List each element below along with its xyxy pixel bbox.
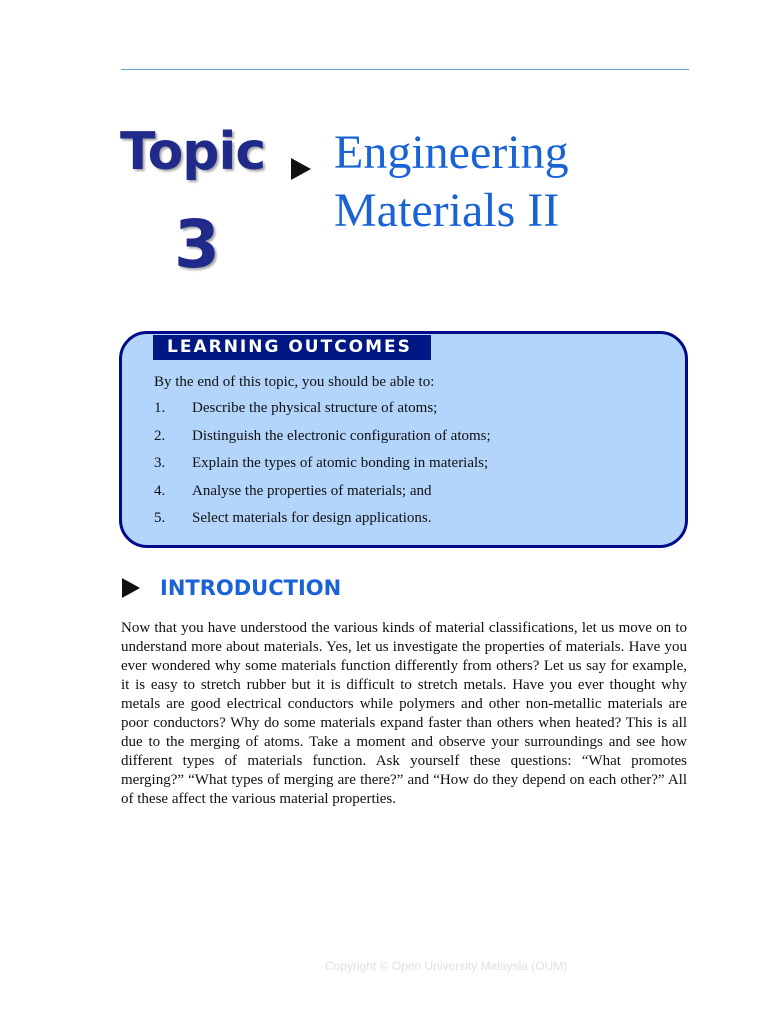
list-item-number: 3. [154, 455, 166, 471]
topic-title-line1: Engineering [334, 126, 569, 179]
triangle-right-icon [291, 158, 311, 180]
list-item-text: Describe the physical structure of atoms; [192, 400, 438, 416]
topic-title [334, 124, 674, 240]
list-item-text: Explain the types of atomic bonding in materials; [192, 455, 489, 471]
learning-outcomes-list [154, 400, 674, 538]
topic-label: Topic [120, 122, 266, 182]
intro-paragraph: Now that you have understood the various kinds of material classifications, let us move on to understand more about materials. Yes, let us investigate the properties of materials. Have you ever wondered why some materials function differently from others? Let us say for example, it is easy to stretch rubber but it is difficult to stretch metals. Have you ever thought why metals are good electrical conductors while polymers and other non-metallic materials are poor conductors? Why do some materials expand faster than others when heated? This is all due to the merging of atoms. Take a moment and observe your surroundings and see how different types of materials function. Ask yourself these questions: “What promotes merging?” “What types of merging are there?” and “How do they depend on each other?” All of these affect the various material properties. [121, 620, 687, 807]
top-rule [121, 69, 689, 70]
list-item [154, 483, 674, 511]
list-item-number: 2. [154, 427, 166, 444]
list-item [154, 455, 674, 483]
copyright-watermark: Copyright © Open University Malaysia (OUM) [325, 959, 568, 973]
list-item [154, 510, 674, 538]
triangle-right-icon [122, 578, 140, 598]
list-item-text: Select materials for design applications. [192, 510, 432, 526]
list-item-text: Distinguish the electronic configuration of atoms; [192, 427, 491, 444]
topic-number: 3 [174, 206, 220, 283]
list-item-number: 5. [154, 510, 166, 526]
learning-outcomes-header: LEARNING OUTCOMES [153, 335, 431, 360]
list-item [154, 428, 674, 456]
topic-title-line2: Materials II [334, 184, 560, 237]
list-item-number: 4. [154, 482, 166, 499]
list-item-number: 1. [154, 400, 166, 416]
list-item [154, 400, 674, 428]
section-heading: INTRODUCTION [160, 576, 342, 600]
list-item-text: Analyse the properties of materials; and [192, 482, 432, 499]
learning-outcomes-intro: By the end of this topic, you should be able to: [154, 374, 435, 390]
